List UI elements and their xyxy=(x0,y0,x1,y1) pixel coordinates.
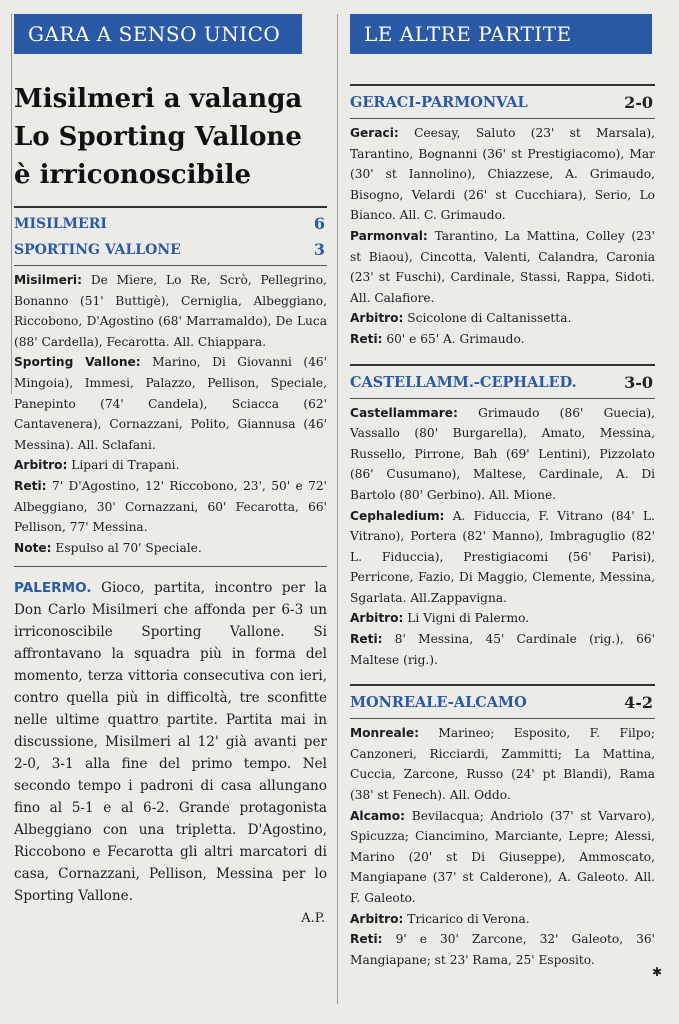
sheet-text: De Miere, Lo Re, Scrò, Pellegrino, Bonanno (51' Buttigè), Cerniglia, Albeggiano, Riccobono, D'Agostino (68' Marramaldo), De Luca (88' Cardella), Fecarotta. All. Chiappara. xyxy=(14,273,327,349)
notes xyxy=(14,538,327,559)
match-score: 3-0 xyxy=(624,372,653,392)
divider xyxy=(14,265,327,266)
divider xyxy=(350,364,655,366)
lineup-away xyxy=(350,506,655,609)
main-article-column xyxy=(14,14,327,926)
sheet-label: Arbitro: xyxy=(14,458,68,473)
sheet-text: Scicolone di Caltanissetta. xyxy=(403,311,572,326)
sheet-label: Arbitro: xyxy=(350,311,404,326)
sheet-text: Tarantino, La Mattina, Colley (23' st Biaou), Cincotta, Valenti, Calandra, Caronia (23' st Fuschi), Cardinale, Stassi, Rappa, Sidoti. All. Calafiore. xyxy=(350,228,655,305)
sheet-label: Parmonval: xyxy=(350,228,428,243)
sheet-text: 60' e 65' A. Grimaudo. xyxy=(382,331,525,346)
headline-line: Misilmeri a valanga xyxy=(14,84,303,114)
sheet-label: Monreale: xyxy=(350,726,419,741)
match-header xyxy=(350,690,655,716)
lineup-home xyxy=(350,123,655,226)
referee xyxy=(350,608,655,629)
away-team-goals: 3 xyxy=(313,240,325,259)
lineup-home xyxy=(14,270,327,352)
sheet-text: Li Vigni di Palermo. xyxy=(403,611,530,626)
sheet-label: Reti: xyxy=(350,331,383,346)
sheet-text: 9' e 30' Zarcone, 32' Galeoto, 36' Mangiapane; st 23' Rama, 25' Esposito. xyxy=(350,932,655,967)
match-sheet xyxy=(350,123,655,350)
sheet-text: Grimaudo (86' Guecia), Vassallo (80' Burgarella), Amato, Messina, Russello, Pirrone, Bah (69' Lentini), Pizzolato (86' Cusumano), Maltese, Cardinale, A. Di Bartolo (80' Gerbino). All. Mione. xyxy=(350,405,655,502)
sheet-text: Bevilacqua; Andriolo (37' st Varvaro), Spicuzza; Ciancimino, Marciante, Lepre; Alessi, Marino (20' st Di Giuseppe), Ammoscato, Mangiapane (37' st Calderone), A. Galeoto. All. F. Galeoto. xyxy=(350,808,655,905)
away-team-name: SPORTING VALLONE xyxy=(14,242,181,258)
dateline: PALERMO. xyxy=(14,580,92,597)
sheet-text: Tricarico di Verona. xyxy=(403,911,530,926)
sheet-text: Ceesay, Saluto (23' st Marsala), Tarantino, Bognanni (36' st Prestigiacomo), Mar (30' st Iannolino), Chiazzese, A. Grimaudo, Bisogno, Velardi (26' st Cucchiara), Serio, Lo Bianco. All. C. Grimaudo. xyxy=(350,126,655,223)
sheet-label: Cephaledium: xyxy=(350,508,445,523)
divider xyxy=(350,718,655,719)
match-header xyxy=(350,90,655,116)
match-title: CASTELLAMM.-CEPHALED. xyxy=(350,373,577,391)
lineup-home xyxy=(350,403,655,506)
divider xyxy=(350,118,655,119)
divider xyxy=(14,206,327,208)
away-team-line xyxy=(14,237,327,263)
match-header xyxy=(350,370,655,396)
sheet-label: Castellammare: xyxy=(350,405,458,420)
lineup-away xyxy=(350,226,655,308)
goals xyxy=(14,476,327,538)
home-team-line xyxy=(14,211,327,237)
section-tab: GARA A SENSO UNICO xyxy=(14,14,302,54)
sheet-label: Reti: xyxy=(350,932,383,947)
sheet-label: Note: xyxy=(14,540,52,555)
score-box xyxy=(14,211,327,263)
referee xyxy=(350,308,655,329)
divider xyxy=(350,398,655,399)
headline xyxy=(14,80,327,194)
headline-line: è irriconoscibile xyxy=(14,160,251,190)
sheet-label: Geraci: xyxy=(350,126,399,140)
left-column-rule xyxy=(11,14,12,394)
lineup-away xyxy=(14,352,327,455)
other-matches-column xyxy=(350,14,655,970)
author-signature: A.P. xyxy=(301,911,325,927)
goals xyxy=(350,629,655,670)
headline-line: Lo Sporting Vallone xyxy=(14,122,302,152)
sheet-label: Sporting Vallone: xyxy=(14,355,141,370)
divider xyxy=(14,566,327,567)
match-sheet xyxy=(14,270,327,558)
match-title: MONREALE-ALCAMO xyxy=(350,694,527,712)
goals xyxy=(350,929,655,970)
sheet-label: Reti: xyxy=(350,632,383,647)
home-team-goals: 6 xyxy=(313,214,325,233)
referee xyxy=(350,909,655,930)
sheet-text: A. Fiduccia, F. Vitrano (84' L. Vitrano), Portera (82' Manno), Imbraguglio (82' L. Fiduccia), Prestigiacomi (56' Parisi), Perricone, Fazio, Di Maggio, Clemente, Messina, Sgarlata. All.Zappavigna. xyxy=(350,508,655,605)
match-sheet xyxy=(350,723,655,970)
sheet-label: Alcamo: xyxy=(350,808,406,823)
article-body xyxy=(14,577,327,907)
sheet-text: 7' D'Agostino, 12' Riccobono, 23', 50' e 72' Albeggiano, 30' Cornazzani, 60' Fecarotta, 66' Pellison, 77' Messina. xyxy=(14,478,327,535)
article-text: Gioco, partita, incontro per la Don Carlo Misilmeri che affonda per 6-3 un irriconoscibile Sporting Vallone. Si affrontavano la squadra più in forma del momento, terza vittoria consecutiva con ieri, contro quella più in difficoltà, tre sconfitte nelle ultime quattro partite. Partita mai in discussione, Misilmeri al 12' già avanti per 2-0, 3-1 alla fine del primo tempo. Nel secondo tempo i padroni di casa allungano fino al 5-1 e al 6-2. Grande protagonista Albeggiano con una tripletta. D'Agostino, Riccobono e Fecarotta gli altri marcatori di casa, Cornazzani, Pellison, Messina per lo Sporting Vallone. xyxy=(14,580,327,905)
sheet-text: Lipari di Trapani. xyxy=(67,458,180,473)
sheet-label: Arbitro: xyxy=(350,611,404,626)
match-score: 4-2 xyxy=(624,693,653,713)
column-divider xyxy=(337,14,338,1004)
sheet-label: Misilmeri: xyxy=(14,273,82,287)
divider xyxy=(350,84,655,86)
goals xyxy=(350,329,655,350)
match-score: 2-0 xyxy=(624,93,653,112)
lineup-home xyxy=(350,723,655,805)
sheet-label: Reti: xyxy=(14,478,47,493)
match-title: GERACI-PARMONVAL xyxy=(350,94,528,111)
section-tab: LE ALTRE PARTITE xyxy=(350,14,652,54)
star-icon: ✱ xyxy=(652,965,663,979)
sheet-text: 8' Messina, 45' Cardinale (rig.), 66' Maltese (rig.). xyxy=(350,632,655,667)
divider xyxy=(350,684,655,686)
sheet-label: Arbitro: xyxy=(350,911,404,926)
sheet-text: Marineo; Esposito, F. Filpo; Canzoneri, Ricciardi, Zammitti; La Mattina, Cuccia, Zarcone, Russo (24' pt Blandi), Rama (38' st Fenech). All. Oddo. xyxy=(350,726,655,803)
sheet-text: Espulso al 70' Speciale. xyxy=(51,540,202,555)
referee xyxy=(14,455,327,476)
lineup-away xyxy=(350,806,655,909)
match-sheet xyxy=(350,403,655,671)
home-team-name: MISILMERI xyxy=(14,216,107,232)
sheet-text: Marino, Di Giovanni (46' Mingoia), Immesi, Palazzo, Pellison, Speciale, Panepinto (74' Candela), Sciacca (62' Cantavenera), Cornazzani, Polito, Giannusa (46' Messina). All. Sclafani. xyxy=(14,355,327,452)
